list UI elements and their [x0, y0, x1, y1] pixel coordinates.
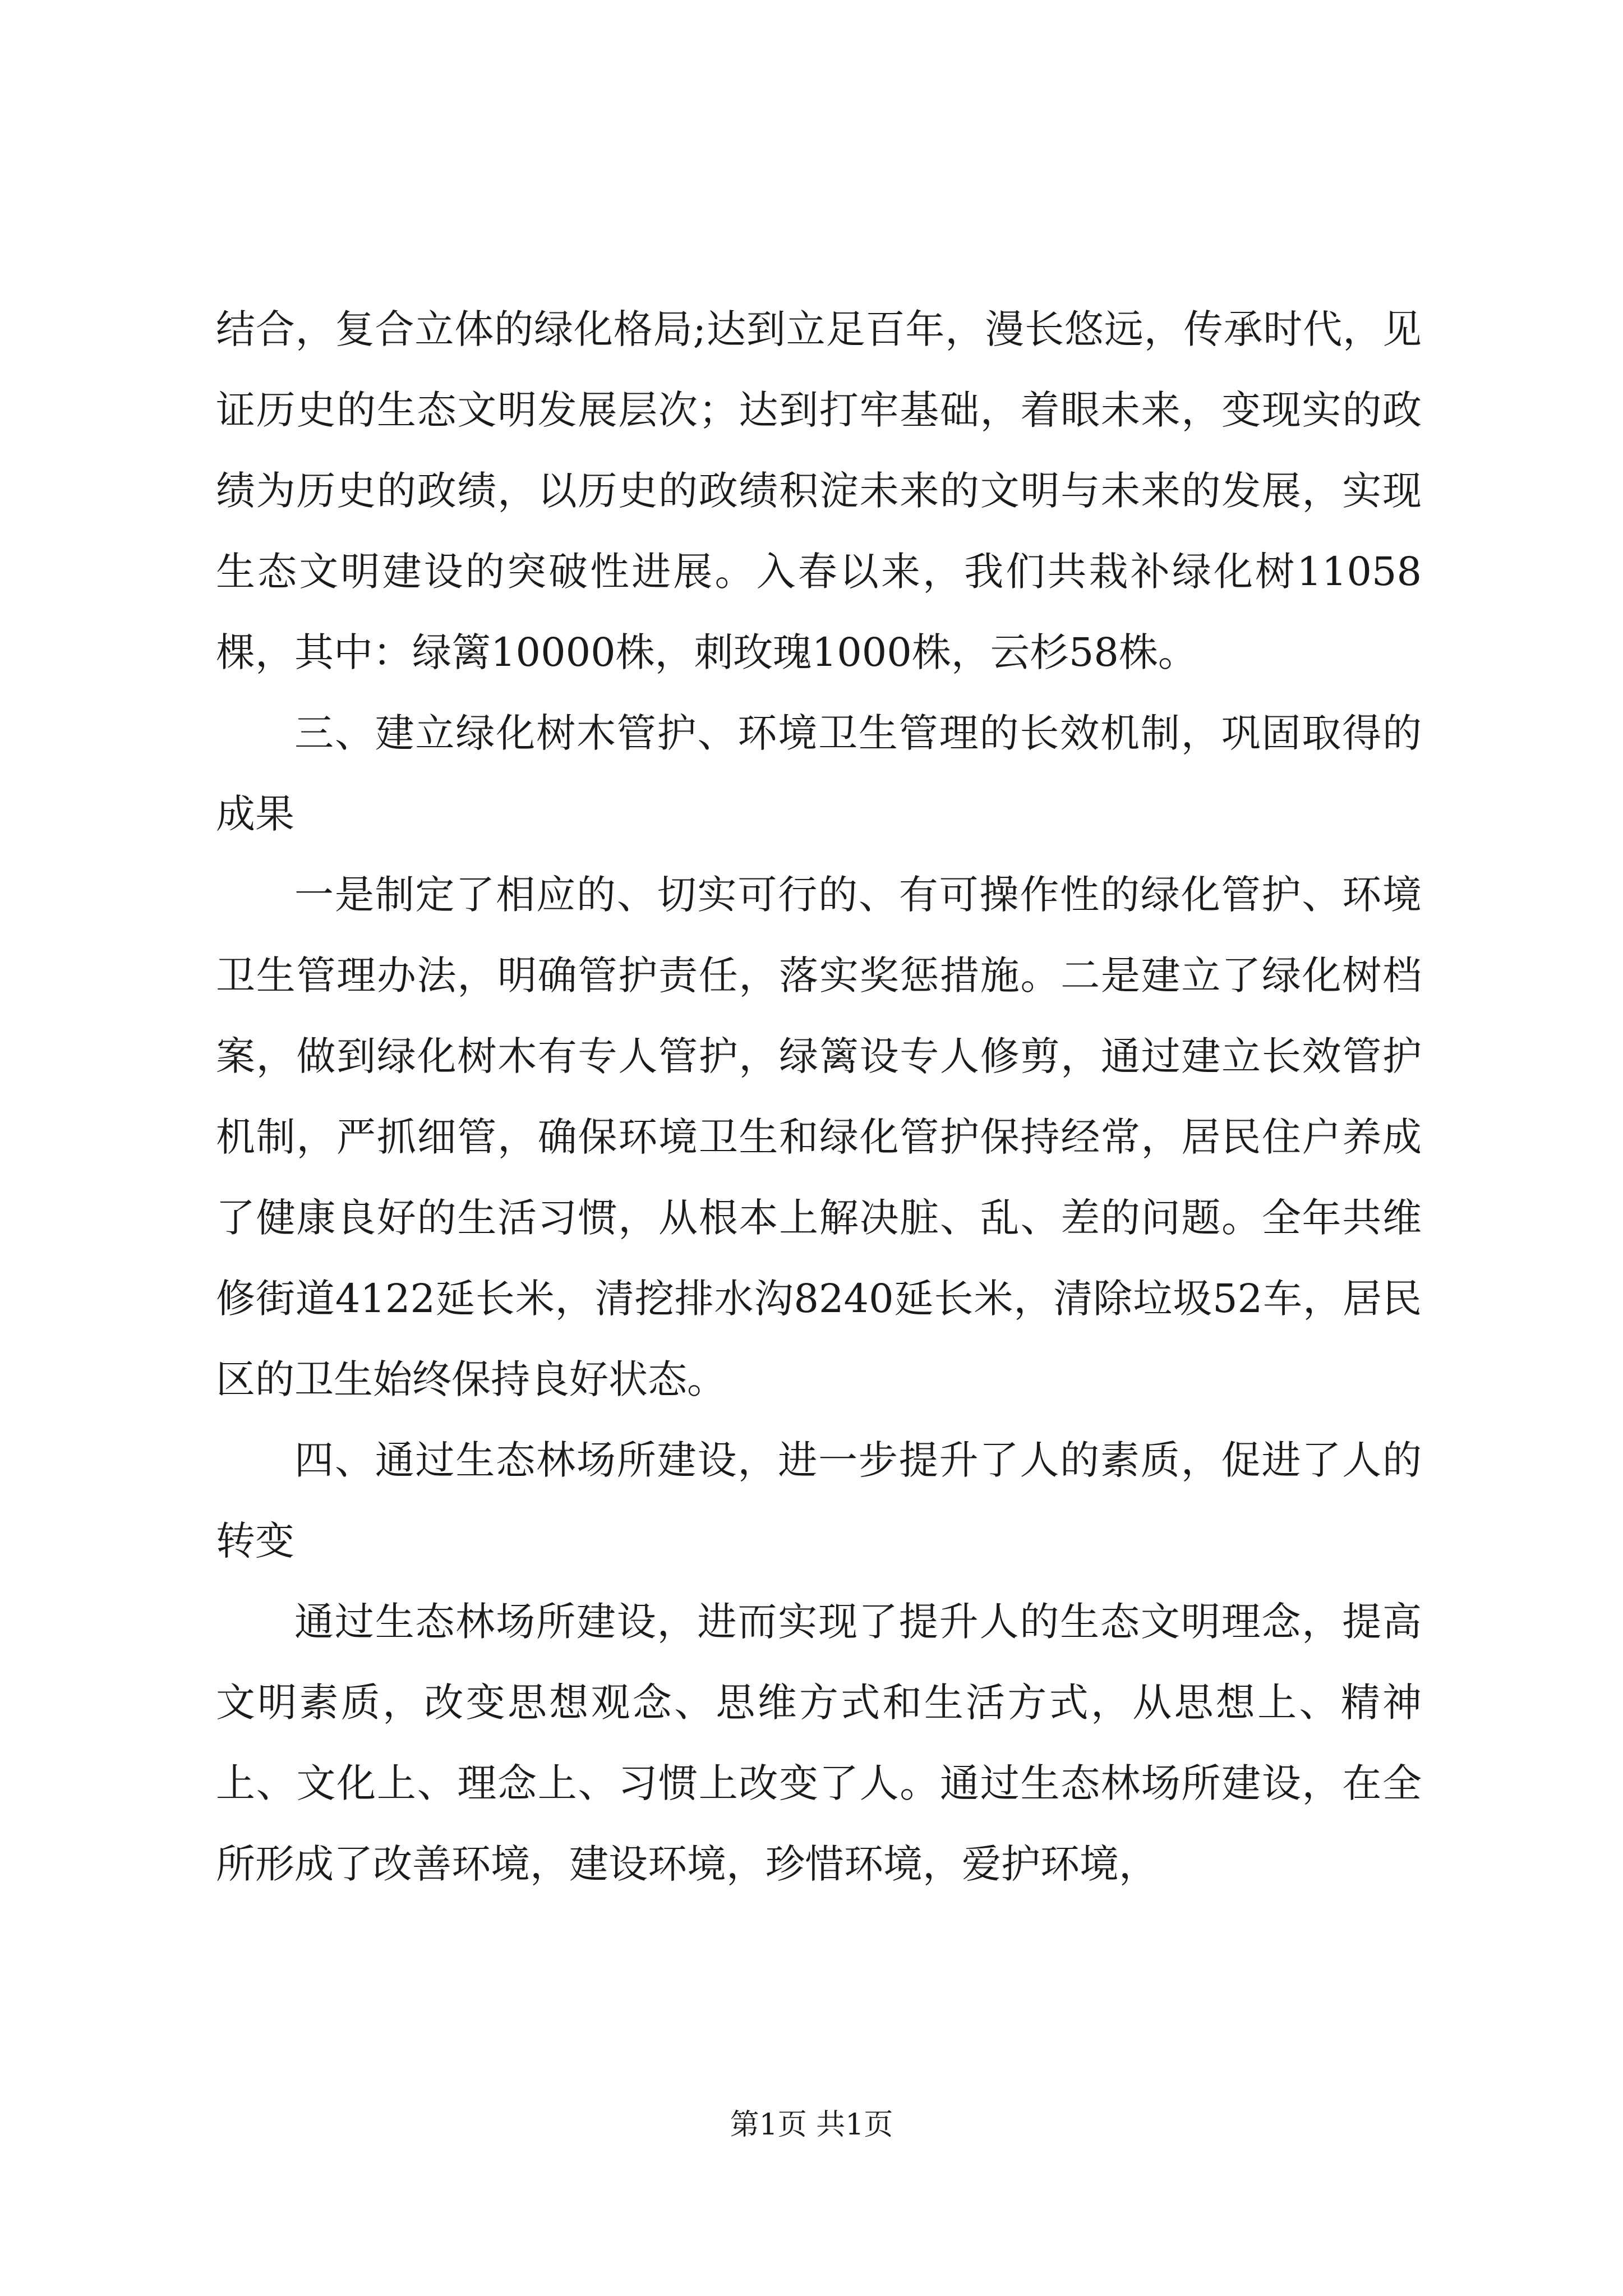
document-body: [216, 289, 1422, 1904]
section-heading-3: 三、建立绿化树木管护、环境卫生管理的长效机制，巩固取得的成果: [216, 710, 1422, 837]
paragraph-3: 一是制定了相应的、切实可行的、有可操作性的绿化管护、环境卫生管理办法，明确管护责任，落实奖惩措施。二是建立了绿化树档案，做到绿化树木有专人管护，绿篱设专人修剪，通过建立长效管护机制，严抓细管，确保环境卫生和绿化管护保持经常，居民住户养成了健康良好的生活习惯，从根本上解决脏、乱、差的问题。全年共维修街道4122延长米，清挖排水沟8240延长米，清除垃圾52车，居民区的卫生始终保持良好状态。: [216, 872, 1422, 1402]
paragraph-1: 结合，复合立体的绿化格局;达到立足百年，漫长悠远，传承时代，见证历史的生态文明发展层次；达到打牢基础，着眼未来，变现实的政绩为历史的政绩，以历史的政绩积淀未来的文明与未来的发展，实现生态文明建设的突破性进展。入春以来，我们共栽补绿化树11058棵，其中：绿篱10000株，刺玫瑰1000株，云杉58株。: [216, 306, 1422, 675]
page-footer: 第1页 共1页: [730, 2108, 893, 2142]
section-heading-4: 四、通过生态林场所建设，进一步提升了人的素质，促进了人的转变: [216, 1437, 1422, 1564]
paragraph-5: 通过生态林场所建设，进而实现了提升人的生态文明理念，提高文明素质，改变思想观念、思维方式和生活方式，从思想上、精神上、文化上、理念上、习惯上改变了人。通过生态林场所建设，在全所形成了改善环境，建设环境，珍惜环境，爱护环境，: [216, 1599, 1422, 1887]
